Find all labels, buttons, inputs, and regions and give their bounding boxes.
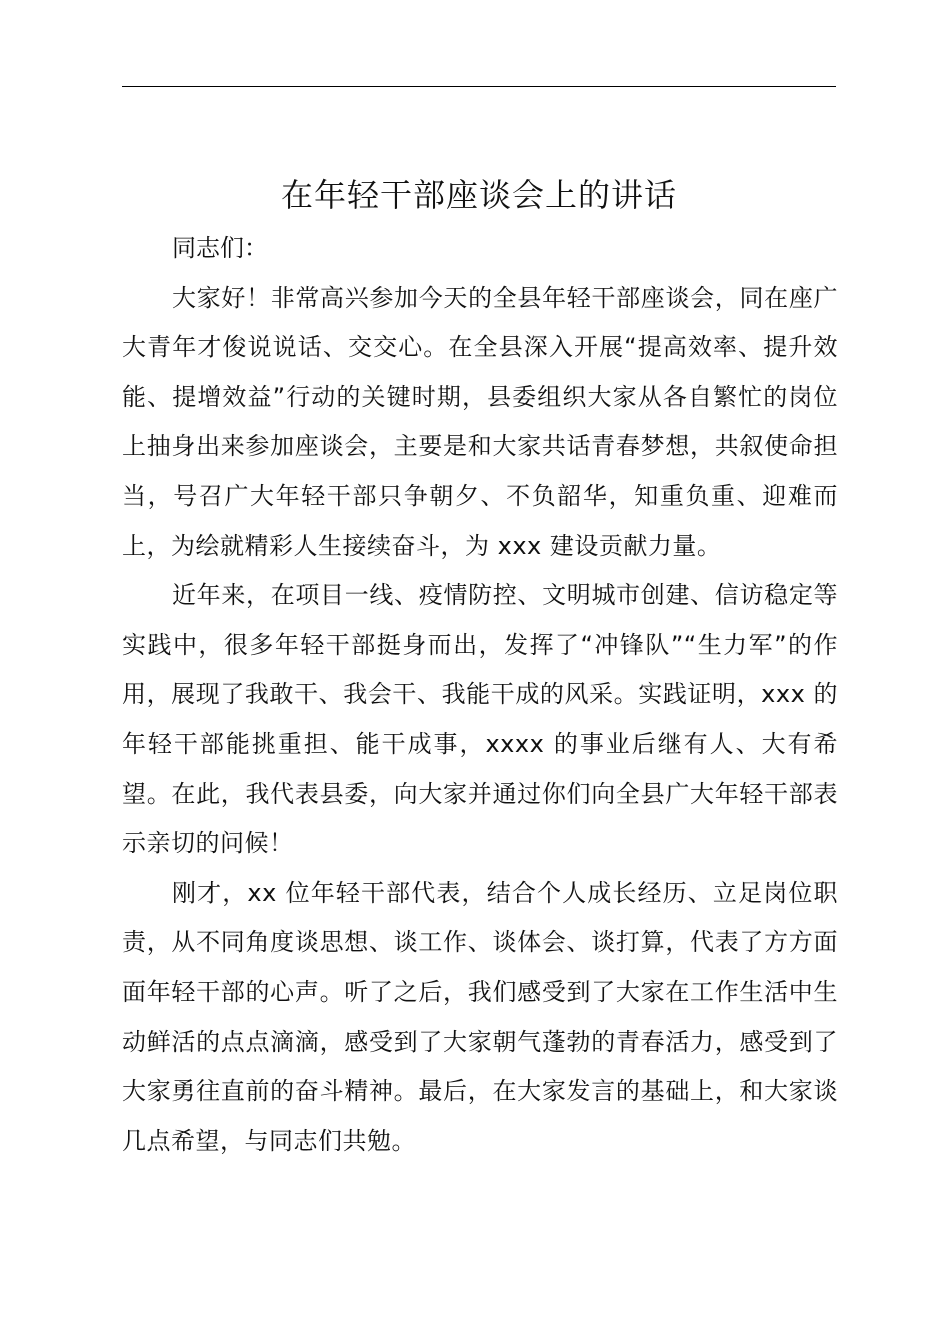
salutation: 同志们：	[172, 234, 268, 262]
paragraph-greeting: 大家好！非常高兴参加今天的全县年轻干部座谈会，同在座广大青年才俊说说话、交交心。在全县深入开展“提高效率、提升效能、提增效益”行动的关键时期，县委组织大家从各自繁忙的岗位上抽身出来参加座谈会，主要是和大家共话青春梦想，共叙使命担当，号召广大年轻干部只争朝夕、不负韶华，知重负重、迎难而上，为绘就精彩人生接续奋斗，为 xxx 建设贡献力量。	[122, 283, 838, 560]
document-body	[122, 224, 838, 1166]
paragraph-achievements: 近年来，在项目一线、疫情防控、文明城市创建、信访稳定等实践中，很多年轻干部挺身而出，发挥了“冲锋队”“生力军”的作用，展现了我敢干、我会干、我能干成的风采。实践证明，xxx 的年轻干部能挑重担、能干成事，xxxx 的事业后继有人、大有希望。在此，我代表县委，向大家并通过你们向全县广大年轻干部表示亲切的问候！	[122, 581, 838, 858]
page-title: 在年轻干部座谈会上的讲话	[280, 176, 677, 215]
paragraph-feedback: 刚才，xx 位年轻干部代表，结合个人成长经历、立足岗位职责，从不同角度谈思想、谈工作、谈体会、谈打算，代表了方方面面年轻干部的心声。听了之后，我们感受到了大家在工作生活中生动鲜活的点点滴滴，感受到了大家朝气蓬勃的青春活力，感受到了大家勇往直前的奋斗精神。最后，在大家发言的基础上，和大家谈几点希望，与同志们共勉。	[122, 878, 838, 1155]
header-rule	[122, 86, 836, 87]
